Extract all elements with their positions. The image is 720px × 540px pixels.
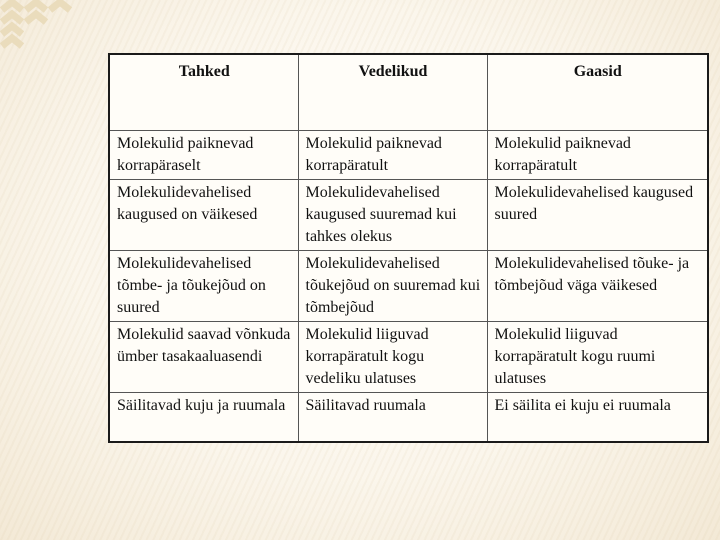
chevron-icon (2, 2, 22, 10)
table-cell: Molekulid saavad võnkuda ümber tasakaaluasendi (109, 321, 298, 392)
table-row (109, 392, 708, 442)
table-cell: Ei säilita ei kuju ei ruumala (487, 392, 708, 442)
header-gases: Gaasid (487, 54, 708, 130)
chevron-icon (2, 38, 22, 46)
table-cell: Molekulidevahelised tõuke- ja tõmbejõud väga väikesed (487, 250, 708, 321)
table-header-row (109, 54, 708, 130)
states-of-matter-table (108, 53, 709, 443)
chevron-icon (2, 14, 22, 22)
chevron-icon (2, 26, 22, 34)
table-cell: Molekulidevahelised kaugused suuremad kui tahkes olekus (298, 179, 487, 250)
header-liquids: Vedelikud (298, 54, 487, 130)
table-cell: Molekulid paiknevad korrapäraselt (109, 130, 298, 179)
chevron-icon (26, 14, 46, 22)
table-cell: Säilitavad kuju ja ruumala (109, 392, 298, 442)
table-cell: Molekulid paiknevad korrapäratult (298, 130, 487, 179)
table-cell: Molekulidevahelised tõukejõud on suuremad kui tõmbejõud (298, 250, 487, 321)
table-row (109, 130, 708, 179)
table-cell: Molekulid paiknevad korrapäratult (487, 130, 708, 179)
table-cell: Säilitavad ruumala (298, 392, 487, 442)
chevron-icon (50, 2, 70, 10)
table-row (109, 179, 708, 250)
chevron-icon (26, 2, 46, 10)
table-row (109, 321, 708, 392)
table-cell: Molekulid liiguvad korrapäratult kogu ruumi ulatuses (487, 321, 708, 392)
table-cell: Molekulidevahelised kaugused on väikesed (109, 179, 298, 250)
table-row (109, 250, 708, 321)
table-cell: Molekulidevahelised tõmbe- ja tõukejõud on suured (109, 250, 298, 321)
corner-chevron-decoration (0, 0, 100, 70)
header-solids: Tahked (109, 54, 298, 130)
table-cell: Molekulid liiguvad korrapäratult kogu vedeliku ulatuses (298, 321, 487, 392)
table-cell: Molekulidevahelised kaugused suured (487, 179, 708, 250)
